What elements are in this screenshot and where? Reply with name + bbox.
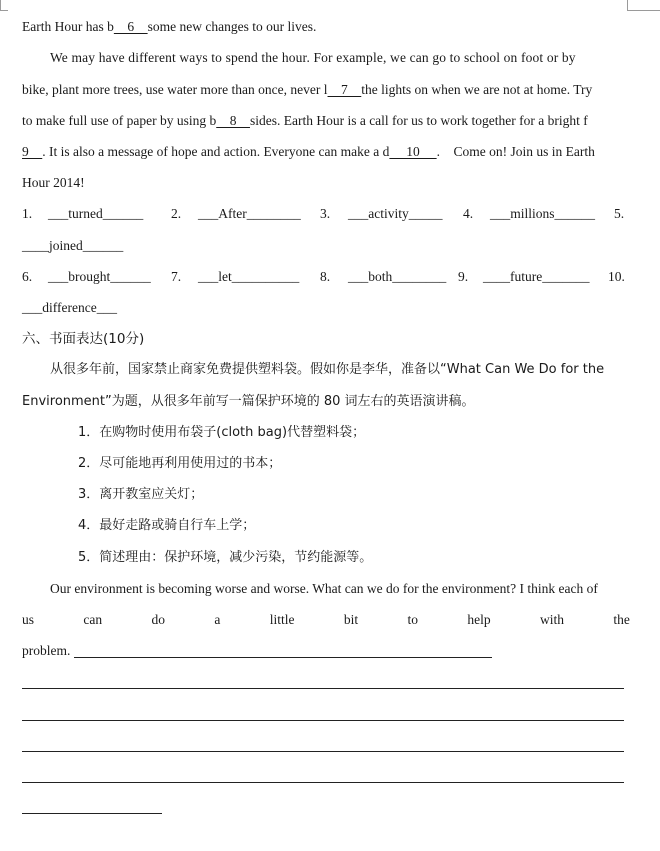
- blank-7: 7: [327, 82, 362, 97]
- writing-line-3[interactable]: [22, 720, 624, 721]
- essay-line-3: problem.: [22, 643, 71, 658]
- corner-mark-left-h: [0, 10, 8, 11]
- passage-line-1: Earth Hour has b 6 some new changes to our lives.: [22, 19, 317, 34]
- requirement-4: 4．最好走路或骑自行车上学；: [78, 518, 256, 533]
- answer-9: ____future_______: [483, 269, 590, 284]
- answer-7: ___let__________: [198, 269, 300, 284]
- requirement-3: 3．离开教室应关灯；: [78, 487, 204, 502]
- answer-2: ___After________: [198, 206, 301, 221]
- document-page: Earth Hour has b 6 some new changes to our lives. We may have different ways to spend the hour. For example, we can go to school on foot or by bike, plant more trees, use water more than once, never l 7 the lights on when we are not at home. Try to make full use of paper by using b 8 sides. Earth Hour is a call for us to work together for a bright f 9 . It is also a message of hope and action. Everyone can make a d 10 . Come on! Join us in Earth Hour 2014! 1. ___turned______ 2. ___After________ 3. ___activity_____ 4. ___millions______ 5. ____joined______ 6. ___brought______ 7. ___let__________ 8. ___both________ 9. ____future_______ 10. ___difference___ 六、书面表达(10分) 从很多年前，国家禁止商家免费提供塑料袋。假如你是李华，准备以“What Can We Do for the Environment”为题，从很多年前写一篇保护环境的 80 词左右的英语演讲稿。 1．在购物时使用布袋子(cloth bag)代替塑料袋； 2．尽可能地再利用使用过的书本； 3．离开教室应关灯； 4．最好走路或骑自行车上学； 5．简述理由：保护环境，减少污染，节约能源等。 Our environment is becoming worse and worse. What can we do for the environment? I think each of us can do a little bit to help with the problem.: [0, 0, 660, 851]
- writing-line-1[interactable]: [74, 657, 492, 658]
- writing-line-5[interactable]: [22, 782, 624, 783]
- section-heading: 六、书面表达(10分): [22, 331, 145, 347]
- requirement-1: 1．在购物时使用布袋子(cloth bag)代替塑料袋；: [78, 425, 366, 440]
- blank-9: 9: [22, 144, 43, 159]
- corner-mark-right-h: [627, 10, 660, 11]
- essay-line-2: us can do a little bit to help with the: [22, 612, 630, 627]
- passage-line-3: bike, plant more trees, use water more than once, never l 7 the lights on when we are not at home. Try: [22, 82, 593, 97]
- writing-line-6[interactable]: [22, 813, 162, 814]
- requirement-5: 5．简述理由：保护环境，减少污染，节约能源等。: [78, 550, 373, 565]
- corner-mark-right: [627, 0, 628, 10]
- passage-line-2: We may have different ways to spend the hour. For example, we can go to school on foot or by: [50, 50, 576, 65]
- blank-10: 10: [389, 144, 437, 159]
- essay-line-1: Our environment is becoming worse and worse. What can we do for the environment? I think each of: [50, 581, 598, 596]
- prompt-line-1: 从很多年前，国家禁止商家免费提供塑料袋。假如你是李华，准备以“What Can We Do for the: [50, 362, 605, 377]
- answer-4: ___millions______: [490, 206, 596, 221]
- requirement-2: 2．尽可能地再利用使用过的书本；: [78, 456, 282, 471]
- corner-mark-left: [0, 0, 1, 10]
- blank-6: 6: [113, 19, 148, 34]
- answer-1: ___turned______: [48, 206, 144, 221]
- answer-5: ____joined______: [22, 238, 124, 253]
- answer-10: ___difference___: [22, 300, 117, 315]
- answer-6: ___brought______: [48, 269, 151, 284]
- prompt-line-2: Environment”为题，从很多年前写一篇保护环境的 80 词左右的英语演讲稿。: [22, 394, 475, 409]
- blank-8: 8: [216, 113, 250, 128]
- writing-line-2[interactable]: [22, 688, 624, 689]
- passage-line-6: Hour 2014!: [22, 175, 85, 190]
- passage-line-4: to make full use of paper by using b 8 sides. Earth Hour is a call for us to work together for a bright f: [22, 113, 588, 128]
- answer-3: ___activity_____: [348, 206, 443, 221]
- writing-line-4[interactable]: [22, 751, 624, 752]
- answer-8: ___both________: [348, 269, 447, 284]
- passage-line-5: 9 . It is also a message of hope and action. Everyone can make a d 10 . Come on! Join us in Earth: [22, 144, 595, 159]
